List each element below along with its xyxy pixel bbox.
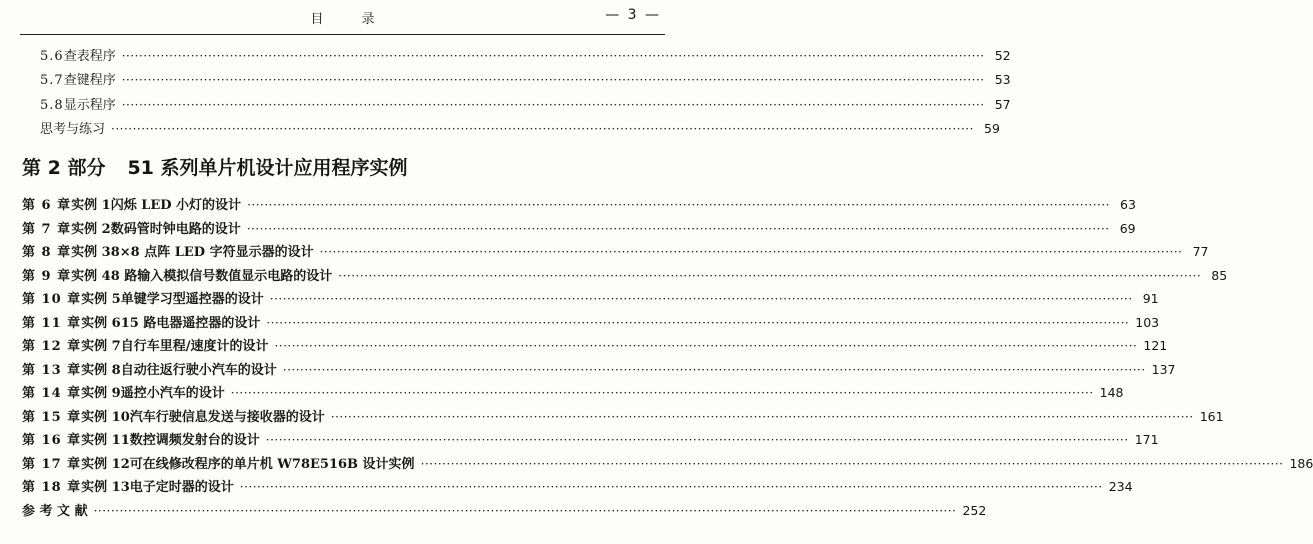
section-title: 查表程序 [63,49,116,64]
dot-leader: ········································································································································································································ [246,222,1110,236]
chapter-title: 自动往返行驶小汽车的设计 [120,363,277,378]
dot-leader: ········································································································································································································ [230,386,1094,400]
dot-leader: ········································································································································································································ [121,49,985,63]
example-number: 实例 9 [81,386,121,401]
dot-leader: ········································································································································································································ [282,363,1146,377]
toc-chapter-row[interactable] [22,265,1228,284]
page-number: 59 [984,121,1000,136]
page-number: 186 [1289,456,1313,471]
page-number: 148 [1099,385,1124,400]
chapter-number: 第 9 章 [22,269,72,284]
chapter-number: 第 7 章 [22,222,72,237]
chapter-number: 第 8 章 [22,245,72,260]
toc-chapter-row[interactable] [22,359,1176,378]
toc-chapter-row[interactable] [22,312,1160,331]
section-title: 思考与练习 [40,122,106,137]
page-number: 171 [1134,432,1159,447]
page-number: 57 [994,97,1011,112]
page-number: 91 [1142,291,1159,306]
dot-leader: ········································································································································································································ [111,122,974,136]
dot-leader: ········································································································································································································ [274,339,1138,353]
chapter-title: 单键学习型遥控器的设计 [120,292,264,307]
example-number: 实例 10 [81,410,130,425]
chapter-title: 8 路输入模拟信号数值显示电路的设计 [110,269,333,284]
chapter-title: 15 路电器遥控器的设计 [120,316,261,331]
chapter-title: 数控调频发射台的设计 [129,433,260,448]
example-number: 实例 8 [81,363,121,378]
chapter-title: 数码管时钟电路的设计 [110,222,241,237]
chapter-number: 第 11 章 [22,316,82,331]
section-title: 查键程序 [63,73,116,88]
page-number: 53 [994,72,1011,87]
dot-leader: ········································································································································································································ [247,198,1110,212]
section-number: 5.6 [40,49,64,64]
header-page-number: — 3 — [605,7,661,23]
page-number: 63 [1120,197,1136,212]
page-number: 103 [1135,315,1160,330]
toc-chapter-row[interactable] [22,288,1159,307]
section-number: 5.7 [40,73,64,88]
example-number: 实例 4 [71,269,111,284]
chapter-number: 第 12 章 [22,339,82,354]
toc-section-row[interactable] [40,45,1011,64]
dot-leader: ········································································································································································································ [121,98,985,112]
chapter-title: 自行车里程/速度计的设计 [120,339,269,354]
chapter-number: 第 10 章 [22,292,82,307]
chapter-number: 第 18 章 [22,480,82,495]
page-number: 121 [1143,338,1168,353]
chapter-title: 可在线修改程序的单片机 W78E516B 设计实例 [129,457,415,472]
chapter-title: 8×8 点阵 LED 字符显示器的设计 [110,245,314,260]
dot-leader: ········································································································································································································ [420,457,1284,471]
toc-chapter-row[interactable] [22,241,1209,260]
chapter-title: 闪烁 LED 小灯的设计 [110,198,242,213]
toc-chapter-row[interactable] [22,476,1133,495]
page-number: 52 [994,48,1011,63]
example-number: 实例 6 [81,316,121,331]
page-number: 161 [1199,409,1224,424]
part-heading [22,153,408,180]
toc-chapter-row[interactable] [22,335,1168,354]
dot-leader: ········································································································································································································ [330,410,1194,424]
example-number: 实例 2 [71,222,111,237]
dot-leader: ········································································································································································································ [121,73,985,87]
toc-chapter-row[interactable] [22,406,1224,425]
page-number: 77 [1192,244,1209,259]
toc-references-row[interactable] [22,500,987,519]
chapter-title: 电子定时器的设计 [129,480,234,495]
chapter-number: 第 6 章 [22,198,72,213]
page-number: 252 [962,503,987,518]
toc-section-row[interactable] [40,118,1000,137]
references-title: 参 考 文 献 [22,504,88,519]
example-number: 实例 7 [81,339,121,354]
part-label: 第 2 部分 [22,157,106,179]
toc-chapter-row[interactable] [22,429,1159,448]
dot-leader: ········································································································································································································ [319,245,1183,259]
section-number: 5.8 [40,98,64,113]
page-number: 137 [1151,362,1176,377]
dot-leader: ········································································································································································································ [338,269,1202,283]
example-number: 实例 5 [81,292,121,307]
page-number: 234 [1108,479,1133,494]
toc-chapter-row[interactable] [22,382,1124,401]
toc-chapter-row[interactable] [22,218,1136,237]
dot-leader: ········································································································································································································ [265,433,1129,447]
chapter-number: 第 15 章 [22,410,82,425]
toc-section-row[interactable] [40,94,1011,113]
example-number: 实例 1 [71,198,111,213]
toc-section-row[interactable] [40,69,1011,88]
chapter-number: 第 17 章 [22,457,82,472]
page-number: 69 [1119,221,1136,236]
chapter-number: 第 13 章 [22,363,82,378]
part-title: 51 系列单片机设计应用程序实例 [127,157,408,179]
page-number: 85 [1211,268,1228,283]
chapter-title: 遥控小汽车的设计 [120,386,225,401]
page-header [20,0,665,35]
section-title: 显示程序 [63,98,116,113]
dot-leader: ········································································································································································································ [266,316,1130,330]
chapter-title: 汽车行驶信息发送与接收器的设计 [129,410,325,425]
dot-leader: ········································································································································································································ [239,480,1103,494]
toc-chapter-row[interactable] [22,453,1313,472]
header-title: 目录 [310,12,413,27]
dot-leader: ········································································································································································································ [93,504,957,518]
example-number: 实例 12 [81,457,130,472]
chapter-number: 第 14 章 [22,386,82,401]
example-number: 实例 3 [71,245,111,260]
example-number: 实例 13 [81,480,130,495]
chapter-number: 第 16 章 [22,433,82,448]
example-number: 实例 11 [81,433,130,448]
toc-chapter-row[interactable] [22,194,1136,213]
dot-leader: ········································································································································································································ [269,292,1133,306]
